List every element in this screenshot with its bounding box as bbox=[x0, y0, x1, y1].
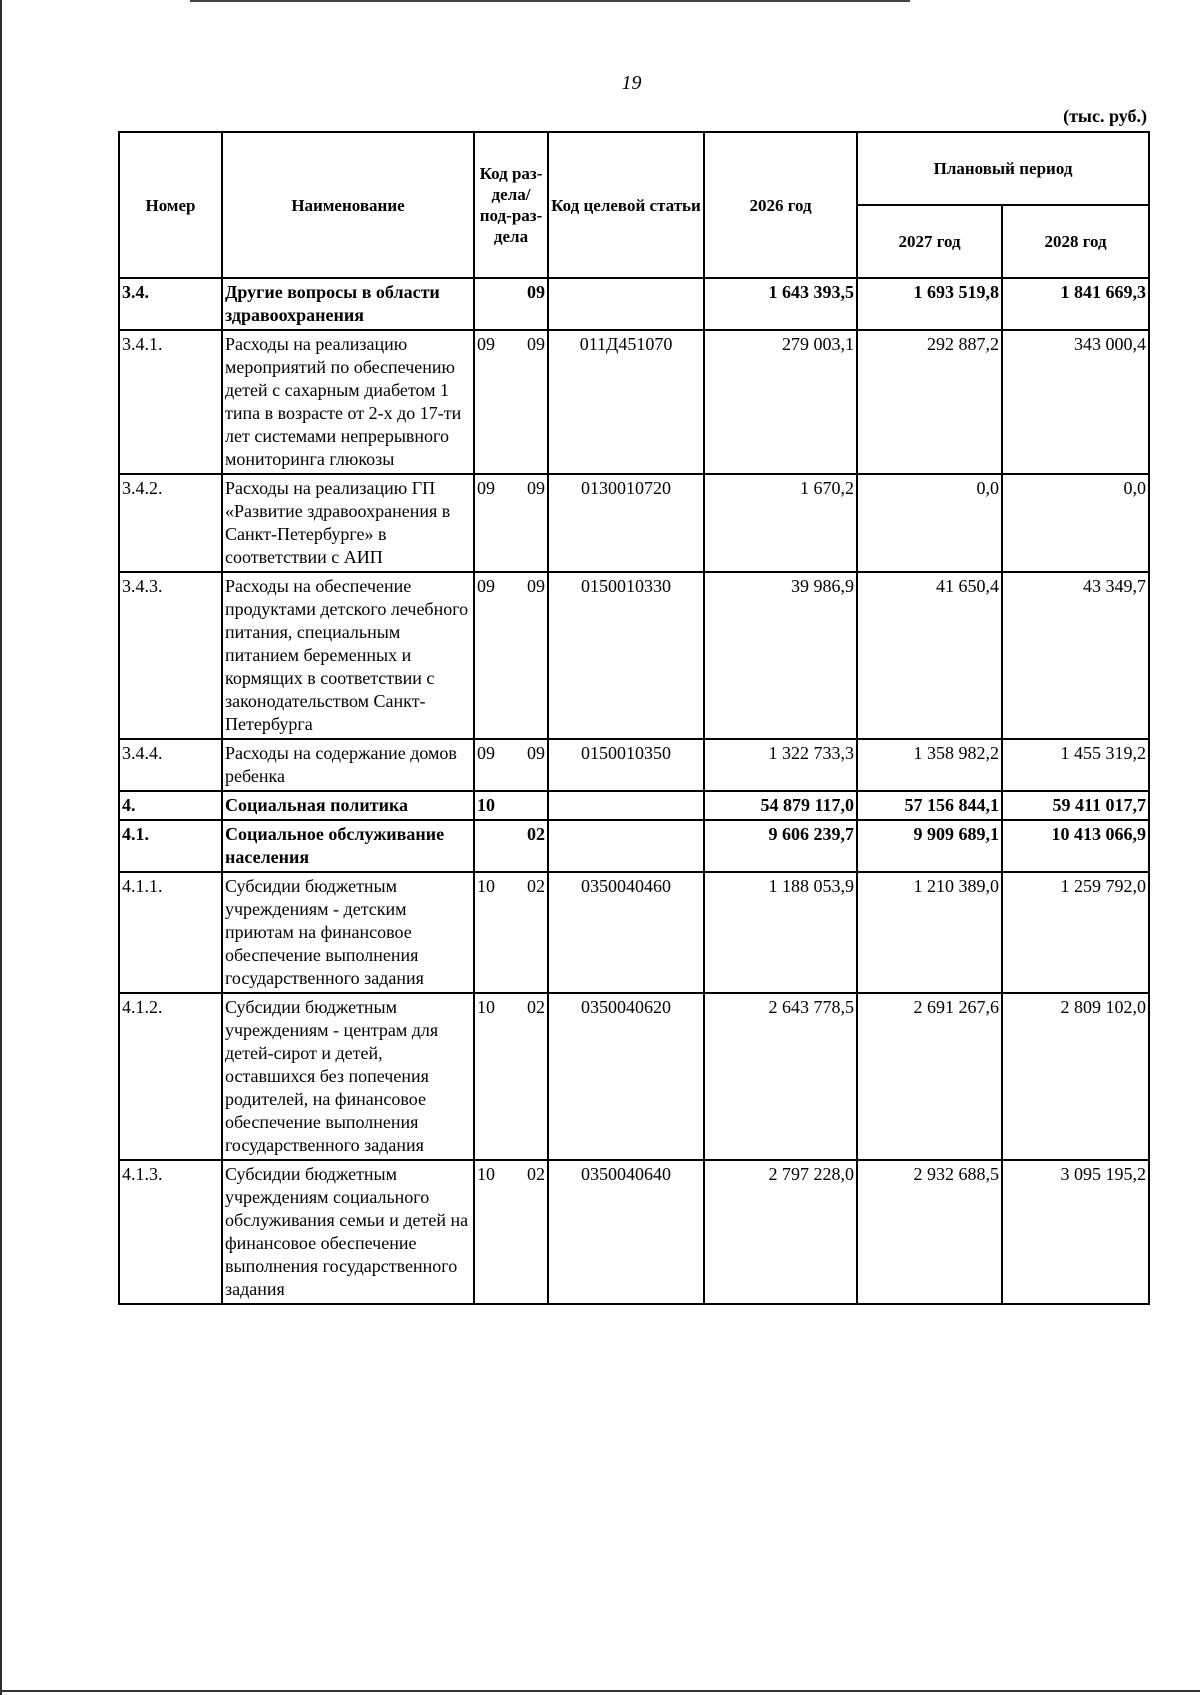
row-number: 3.4. bbox=[119, 278, 222, 330]
row-2027: 9 909 689,1 bbox=[857, 820, 1002, 872]
row-subsection: 09 bbox=[511, 330, 548, 474]
row-2026: 1 643 393,5 bbox=[704, 278, 857, 330]
header-planned-period: Плановый период bbox=[857, 132, 1149, 205]
header-year-2026: 2026 год bbox=[704, 132, 857, 278]
scan-edge-left bbox=[0, 0, 2, 1695]
row-2027: 292 887,2 bbox=[857, 330, 1002, 474]
row-section: 09 bbox=[474, 739, 511, 791]
row-number: 3.4.3. bbox=[119, 572, 222, 739]
row-name: Социальное обслуживание населения bbox=[222, 820, 474, 872]
row-subsection: 02 bbox=[511, 872, 548, 993]
units-label: (тыс. руб.) bbox=[1063, 106, 1147, 126]
header-target-code: Код целевой статьи bbox=[548, 132, 704, 278]
row-target-code bbox=[548, 820, 704, 872]
table-row bbox=[119, 872, 1149, 993]
row-subsection: 02 bbox=[511, 993, 548, 1160]
row-number: 3.4.1. bbox=[119, 330, 222, 474]
page-number: 19 bbox=[621, 72, 642, 94]
row-2027: 1 693 519,8 bbox=[857, 278, 1002, 330]
row-target-code: 0350040640 bbox=[548, 1160, 704, 1304]
row-2028: 59 411 017,7 bbox=[1002, 791, 1149, 820]
row-section: 10 bbox=[474, 993, 511, 1160]
row-target-code: 0130010720 bbox=[548, 474, 704, 572]
row-name: Расходы на реализацию мероприятий по обеспечению детей с сахарным диабетом 1 типа в возрасте от 2-х до 17-ти лет системами непрерывного мониторинга глюкозы bbox=[222, 330, 474, 474]
row-2026: 2 643 778,5 bbox=[704, 993, 857, 1160]
row-2027: 57 156 844,1 bbox=[857, 791, 1002, 820]
top-rule bbox=[190, 0, 910, 2]
row-number: 4.1.2. bbox=[119, 993, 222, 1160]
row-number: 4.1.1. bbox=[119, 872, 222, 993]
table-row bbox=[119, 330, 1149, 474]
header-section-code: Код раз-дела/ под-раз-дела bbox=[474, 132, 548, 278]
row-subsection: 02 bbox=[511, 1160, 548, 1304]
row-section: 09 bbox=[474, 474, 511, 572]
row-2028: 343 000,4 bbox=[1002, 330, 1149, 474]
row-name: Субсидии бюджетным учреждениям социального обслуживания семьи и детей на финансовое обеспечение выполнения государственного задания bbox=[222, 1160, 474, 1304]
row-2027: 2 691 267,6 bbox=[857, 993, 1002, 1160]
row-name: Другие вопросы в области здравоохранения bbox=[222, 278, 474, 330]
row-subsection: 09 bbox=[511, 474, 548, 572]
row-2026: 9 606 239,7 bbox=[704, 820, 857, 872]
row-section bbox=[474, 278, 511, 330]
row-section: 10 bbox=[474, 1160, 511, 1304]
row-2028: 2 809 102,0 bbox=[1002, 993, 1149, 1160]
row-subsection: 02 bbox=[511, 820, 548, 872]
row-subsection: 09 bbox=[511, 739, 548, 791]
row-number: 3.4.4. bbox=[119, 739, 222, 791]
row-name: Расходы на обеспечение продуктами детского лечебного питания, специальным питанием беременных и кормящих в соответствии с законодательством Санкт-Петербурга bbox=[222, 572, 474, 739]
row-section: 10 bbox=[474, 872, 511, 993]
table-row bbox=[119, 474, 1149, 572]
row-target-code: 011Д451070 bbox=[548, 330, 704, 474]
header-year-2027: 2027 год bbox=[857, 205, 1002, 278]
row-2027: 1 358 982,2 bbox=[857, 739, 1002, 791]
row-section: 10 bbox=[474, 791, 511, 820]
row-name: Социальная политика bbox=[222, 791, 474, 820]
row-section: 09 bbox=[474, 572, 511, 739]
row-2027: 2 932 688,5 bbox=[857, 1160, 1002, 1304]
row-number: 4. bbox=[119, 791, 222, 820]
row-subsection bbox=[511, 791, 548, 820]
header-number: Номер bbox=[119, 132, 222, 278]
row-2028: 1 259 792,0 bbox=[1002, 872, 1149, 993]
row-2027: 41 650,4 bbox=[857, 572, 1002, 739]
table-row bbox=[119, 791, 1149, 820]
row-section: 09 bbox=[474, 330, 511, 474]
header-year-2028: 2028 год bbox=[1002, 205, 1149, 278]
row-section bbox=[474, 820, 511, 872]
row-subsection: 09 bbox=[511, 572, 548, 739]
row-name: Субсидии бюджетным учреждениям - центрам для детей-сирот и детей, оставшихся без попечения родителей, на финансовое обеспечение выполнения государственного задания bbox=[222, 993, 474, 1160]
table-row bbox=[119, 993, 1149, 1160]
row-2026: 1 188 053,9 bbox=[704, 872, 857, 993]
row-name: Расходы на реализацию ГП «Развитие здравоохранения в Санкт-Петербурге» в соответствии с АИП bbox=[222, 474, 474, 572]
row-name: Расходы на содержание домов ребенка bbox=[222, 739, 474, 791]
row-2026: 54 879 117,0 bbox=[704, 791, 857, 820]
table-row bbox=[119, 278, 1149, 330]
row-2028: 1 455 319,2 bbox=[1002, 739, 1149, 791]
row-number: 4.1. bbox=[119, 820, 222, 872]
row-name: Субсидии бюджетным учреждениям - детским приютам на финансовое обеспечение выполнения государственного задания bbox=[222, 872, 474, 993]
scan-edge-bottom bbox=[0, 1690, 1200, 1692]
budget-table bbox=[118, 131, 1150, 1305]
row-2027: 1 210 389,0 bbox=[857, 872, 1002, 993]
row-2028: 0,0 bbox=[1002, 474, 1149, 572]
table-row bbox=[119, 1160, 1149, 1304]
row-2028: 3 095 195,2 bbox=[1002, 1160, 1149, 1304]
table-row bbox=[119, 820, 1149, 872]
row-2028: 10 413 066,9 bbox=[1002, 820, 1149, 872]
row-2026: 1 322 733,3 bbox=[704, 739, 857, 791]
row-target-code: 0350040620 bbox=[548, 993, 704, 1160]
row-2026: 1 670,2 bbox=[704, 474, 857, 572]
row-target-code bbox=[548, 278, 704, 330]
header-name: Наименование bbox=[222, 132, 474, 278]
row-2026: 2 797 228,0 bbox=[704, 1160, 857, 1304]
row-target-code: 0150010350 bbox=[548, 739, 704, 791]
table-row bbox=[119, 572, 1149, 739]
row-2028: 1 841 669,3 bbox=[1002, 278, 1149, 330]
row-2026: 39 986,9 bbox=[704, 572, 857, 739]
row-target-code: 0350040460 bbox=[548, 872, 704, 993]
row-target-code bbox=[548, 791, 704, 820]
row-number: 3.4.2. bbox=[119, 474, 222, 572]
row-number: 4.1.3. bbox=[119, 1160, 222, 1304]
row-2027: 0,0 bbox=[857, 474, 1002, 572]
table-row bbox=[119, 739, 1149, 791]
row-subsection: 09 bbox=[511, 278, 548, 330]
row-2028: 43 349,7 bbox=[1002, 572, 1149, 739]
row-2026: 279 003,1 bbox=[704, 330, 857, 474]
row-target-code: 0150010330 bbox=[548, 572, 704, 739]
